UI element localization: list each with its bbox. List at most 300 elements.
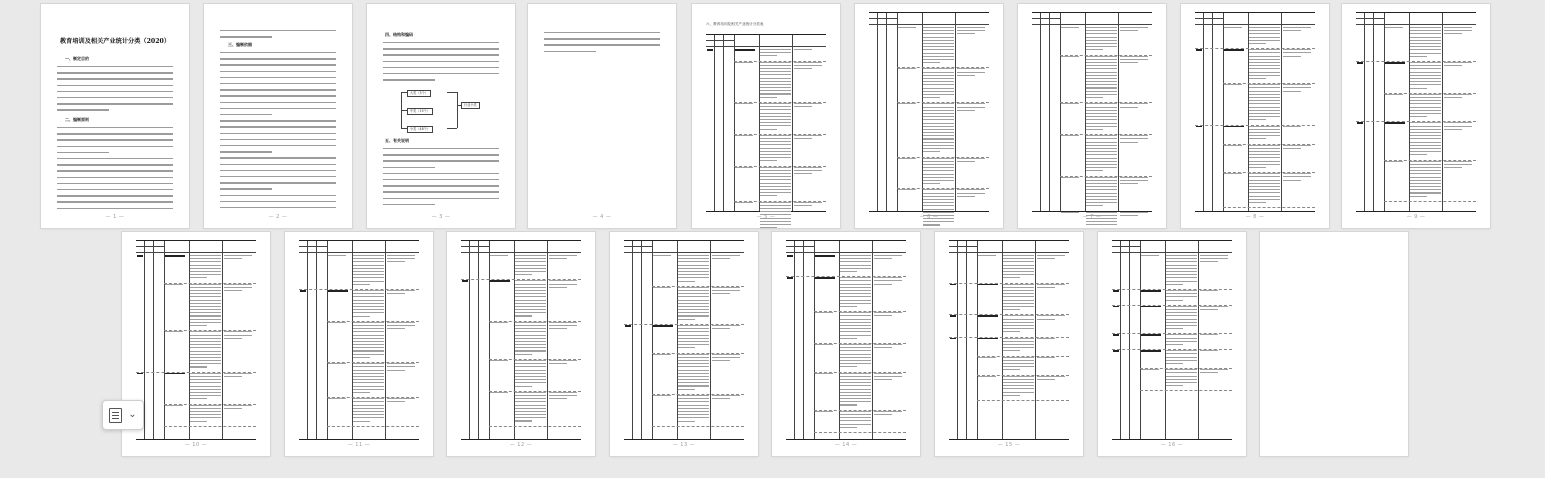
text-line xyxy=(1410,27,1441,28)
text-line xyxy=(1444,33,1462,34)
description-cell xyxy=(1086,177,1117,209)
document-page[interactable] xyxy=(528,4,676,228)
text-line xyxy=(760,65,791,66)
text-line xyxy=(190,319,221,320)
text-line xyxy=(794,106,812,107)
text-line xyxy=(923,180,954,181)
category-name-cell xyxy=(1061,177,1084,180)
text-line xyxy=(760,78,791,79)
category-name-cell xyxy=(735,62,758,65)
tree-connector xyxy=(447,92,457,93)
text-line xyxy=(874,255,903,256)
category-name-cell xyxy=(328,290,351,294)
document-page[interactable] xyxy=(1181,4,1329,228)
text-line xyxy=(1249,154,1280,155)
text-line xyxy=(957,103,986,104)
document-page[interactable] xyxy=(692,4,840,228)
text-line xyxy=(735,202,753,203)
text-line xyxy=(57,72,173,73)
text-line xyxy=(923,37,954,38)
text-line xyxy=(840,373,871,374)
text-line xyxy=(760,167,791,168)
text-line xyxy=(653,354,671,355)
table-column-divider xyxy=(316,241,317,439)
text-line xyxy=(57,139,173,140)
tree-connector xyxy=(401,92,407,93)
text-line xyxy=(874,312,903,313)
text-line xyxy=(1086,154,1117,155)
reference-cell xyxy=(1444,161,1474,171)
description-cell xyxy=(190,405,221,424)
text-line xyxy=(1003,315,1034,316)
text-line xyxy=(1086,30,1117,31)
text-line xyxy=(1249,202,1266,203)
text-line xyxy=(1003,328,1034,329)
text-line xyxy=(923,138,954,139)
text-line xyxy=(1166,274,1197,275)
reference-cell xyxy=(794,62,824,72)
text-line xyxy=(760,148,791,149)
text-line xyxy=(190,300,221,301)
reference-cell xyxy=(1444,27,1474,37)
document-layout-icon xyxy=(109,408,122,423)
category-name-cell xyxy=(1224,173,1247,176)
text-line xyxy=(678,268,709,269)
reference-cell xyxy=(224,373,254,379)
text-line xyxy=(224,405,253,406)
document-page[interactable] xyxy=(610,232,758,456)
page-number: — 13 — xyxy=(672,442,696,448)
description-cell xyxy=(1249,173,1280,205)
text-line xyxy=(1200,261,1218,262)
text-line xyxy=(165,405,183,406)
tree-connector xyxy=(401,110,407,111)
text-line xyxy=(840,427,857,428)
category-name-cell xyxy=(815,411,838,414)
document-page[interactable] xyxy=(1260,232,1408,456)
text-line xyxy=(224,287,253,288)
category-name-cell xyxy=(1385,122,1408,126)
reference-cell xyxy=(549,360,579,366)
text-line xyxy=(678,395,709,396)
text-line xyxy=(383,185,499,186)
text-line xyxy=(840,376,871,377)
text-line xyxy=(760,93,791,94)
text-line xyxy=(353,293,384,294)
text-line xyxy=(950,338,956,340)
text-line xyxy=(190,293,221,294)
text-line xyxy=(840,290,871,291)
text-line xyxy=(712,357,741,358)
category-name-cell xyxy=(328,255,351,258)
text-line xyxy=(1444,62,1473,63)
text-line xyxy=(1166,385,1183,386)
code-cell xyxy=(787,255,793,259)
table-column-divider xyxy=(1198,241,1199,439)
text-line xyxy=(840,335,871,336)
document-page[interactable] xyxy=(1342,4,1490,228)
text-line xyxy=(874,414,892,415)
table-header-divider xyxy=(1356,18,1384,19)
document-page[interactable] xyxy=(41,4,189,228)
document-page[interactable] xyxy=(935,232,1083,456)
text-line xyxy=(1086,119,1117,120)
text-line xyxy=(760,205,791,206)
text-line xyxy=(712,398,730,399)
page-number: — 1 — xyxy=(105,214,125,220)
text-line xyxy=(923,132,954,133)
text-line xyxy=(224,290,242,291)
text-line xyxy=(190,392,221,393)
text-line xyxy=(1086,129,1103,130)
code-cell xyxy=(1196,49,1202,53)
text-line xyxy=(957,27,986,28)
text-line xyxy=(1444,129,1462,130)
text-line xyxy=(1283,145,1312,146)
description-cell xyxy=(840,312,871,341)
code-cell xyxy=(137,255,143,259)
text-line xyxy=(678,306,709,307)
text-line xyxy=(1037,379,1055,380)
text-line xyxy=(328,290,349,292)
document-page[interactable] xyxy=(285,232,433,456)
text-line xyxy=(549,328,567,329)
text-line xyxy=(1249,157,1280,158)
table-column-divider xyxy=(1129,241,1130,439)
category-name-cell xyxy=(978,376,1001,379)
text-line xyxy=(190,290,221,291)
table-column-divider xyxy=(710,241,711,439)
table-row-divider xyxy=(1223,207,1315,208)
text-line xyxy=(794,138,812,139)
text-line xyxy=(957,107,986,108)
document-page[interactable] xyxy=(447,232,595,456)
table-header-divider xyxy=(786,252,906,253)
text-line xyxy=(1086,126,1117,127)
reference-cell xyxy=(957,189,987,199)
description-cell xyxy=(840,373,871,408)
code-cell xyxy=(1357,122,1363,126)
description-cell xyxy=(190,255,221,281)
text-line xyxy=(1037,376,1066,377)
text-line xyxy=(1410,192,1441,193)
text-line xyxy=(1200,334,1218,335)
text-line xyxy=(760,49,791,50)
text-line xyxy=(1086,212,1117,213)
text-line xyxy=(1120,180,1149,181)
table-row-divider xyxy=(1384,201,1476,202)
text-line xyxy=(1166,353,1197,354)
text-line xyxy=(978,315,999,317)
text-line xyxy=(353,392,370,393)
text-line xyxy=(220,36,272,37)
text-line xyxy=(760,55,777,56)
text-line xyxy=(1249,100,1280,101)
text-line xyxy=(1410,186,1441,187)
text-line xyxy=(1444,164,1473,165)
document-page[interactable] xyxy=(367,4,515,228)
text-line xyxy=(1166,360,1197,361)
text-line xyxy=(678,319,695,320)
text-line xyxy=(1003,379,1034,380)
text-line xyxy=(57,152,109,153)
text-line xyxy=(190,303,221,304)
text-line xyxy=(794,205,812,206)
text-line xyxy=(190,271,221,272)
category-name-cell xyxy=(735,202,758,205)
reference-cell xyxy=(224,405,254,411)
text-line xyxy=(815,344,833,345)
text-line xyxy=(1249,94,1280,95)
reference-cell xyxy=(1037,357,1067,360)
text-line xyxy=(1086,33,1117,34)
text-line xyxy=(1249,84,1280,85)
page-number: — 8 — xyxy=(1245,214,1265,220)
description-cell xyxy=(1410,94,1441,120)
text-line xyxy=(923,68,954,69)
text-line xyxy=(712,360,730,361)
text-line xyxy=(1086,199,1117,200)
text-line xyxy=(923,84,954,85)
text-line xyxy=(353,281,384,282)
description-cell xyxy=(1249,84,1280,122)
document-page[interactable] xyxy=(122,232,270,456)
text-line xyxy=(1003,277,1020,278)
text-line xyxy=(1283,30,1301,31)
text-line xyxy=(840,347,871,348)
text-line xyxy=(1086,205,1103,206)
text-line xyxy=(515,379,546,380)
text-line xyxy=(1086,177,1117,178)
text-line xyxy=(515,312,546,313)
text-line xyxy=(760,135,791,136)
text-line xyxy=(760,192,791,193)
table-column-divider xyxy=(1364,13,1365,211)
text-line xyxy=(515,296,546,297)
text-line xyxy=(1444,97,1462,98)
text-line xyxy=(515,382,546,383)
table-column-divider xyxy=(886,13,887,211)
text-line xyxy=(923,88,954,89)
document-page[interactable] xyxy=(1018,4,1166,228)
text-line xyxy=(220,207,336,208)
document-page[interactable] xyxy=(772,232,920,456)
document-page[interactable] xyxy=(204,4,352,228)
text-line xyxy=(1086,75,1117,76)
text-line xyxy=(1086,202,1117,203)
text-line xyxy=(549,322,578,323)
section-heading: 三、编制依据 xyxy=(228,42,252,47)
text-line xyxy=(978,284,999,286)
description-cell xyxy=(923,158,954,187)
text-line xyxy=(1003,344,1034,345)
text-line xyxy=(1410,189,1441,190)
text-line xyxy=(678,290,709,291)
text-line xyxy=(735,135,753,136)
category-name-cell xyxy=(328,398,351,401)
category-name-cell xyxy=(490,392,513,395)
text-line xyxy=(760,129,777,130)
reference-cell xyxy=(224,255,254,261)
view-mode-toggle[interactable] xyxy=(102,400,144,430)
text-line xyxy=(1385,94,1403,95)
text-line xyxy=(1249,56,1280,57)
description-cell xyxy=(515,392,546,424)
table-column-divider xyxy=(153,241,154,439)
text-line xyxy=(1086,170,1103,171)
text-line xyxy=(678,401,709,402)
text-line xyxy=(840,296,871,297)
reference-cell xyxy=(1200,334,1230,337)
category-name-cell xyxy=(1061,103,1084,106)
text-line xyxy=(57,189,173,190)
text-line xyxy=(190,312,221,313)
text-line xyxy=(678,357,709,358)
text-line xyxy=(678,300,709,301)
table-header-divider xyxy=(706,46,826,47)
table-row-divider xyxy=(1140,390,1232,391)
text-line xyxy=(1003,369,1020,370)
text-line xyxy=(353,363,384,364)
table-header-divider xyxy=(136,252,256,253)
text-line xyxy=(1249,68,1280,69)
text-line xyxy=(840,414,871,415)
text-line xyxy=(1113,290,1119,292)
text-line xyxy=(760,195,777,196)
text-line xyxy=(1166,363,1183,364)
text-line xyxy=(1410,88,1427,89)
text-line xyxy=(678,312,709,313)
text-line xyxy=(190,411,221,412)
text-line xyxy=(678,335,709,336)
text-line xyxy=(1249,65,1280,66)
category-name-cell xyxy=(165,405,188,408)
table-column-divider xyxy=(897,13,898,211)
text-line xyxy=(220,157,336,158)
text-line xyxy=(678,338,709,339)
text-line xyxy=(1200,309,1218,310)
table-column-divider xyxy=(966,241,967,439)
text-line xyxy=(712,328,730,329)
text-line xyxy=(383,154,499,155)
text-line xyxy=(1086,78,1117,79)
text-line xyxy=(1200,369,1229,370)
text-line xyxy=(957,196,975,197)
description-cell xyxy=(1086,135,1117,173)
text-line xyxy=(760,186,791,187)
text-line xyxy=(923,135,954,136)
text-line xyxy=(1249,196,1280,197)
text-line xyxy=(220,195,336,196)
code-cell xyxy=(707,49,713,53)
document-page[interactable] xyxy=(855,4,1003,228)
text-line xyxy=(549,325,578,326)
description-cell xyxy=(1249,126,1280,142)
text-line xyxy=(57,133,173,134)
text-line xyxy=(224,338,242,339)
text-line xyxy=(57,170,173,171)
category-name-cell xyxy=(1224,49,1247,53)
text-line xyxy=(1003,271,1034,272)
category-name-cell xyxy=(165,373,188,377)
text-line xyxy=(1166,261,1197,262)
text-line xyxy=(220,126,336,127)
text-line xyxy=(1410,43,1441,44)
table-row-divider xyxy=(652,426,744,427)
text-line xyxy=(190,268,221,269)
text-line xyxy=(353,370,384,371)
description-cell xyxy=(1166,334,1197,347)
text-line xyxy=(1003,385,1034,386)
text-line xyxy=(923,33,954,34)
text-line xyxy=(515,376,546,377)
text-line xyxy=(353,382,384,383)
text-line xyxy=(1410,49,1441,50)
text-line xyxy=(57,183,173,184)
category-name-cell xyxy=(653,255,676,258)
category-name-cell xyxy=(978,284,1001,288)
text-line xyxy=(220,170,336,171)
category-name-cell xyxy=(653,325,676,329)
text-line xyxy=(678,261,709,262)
text-line xyxy=(549,287,567,288)
text-line xyxy=(549,392,578,393)
text-line xyxy=(678,271,709,272)
text-line xyxy=(1385,27,1403,28)
text-line xyxy=(840,360,871,361)
text-line xyxy=(353,376,384,377)
text-line xyxy=(328,255,346,256)
category-name-cell xyxy=(978,338,1001,342)
text-line xyxy=(923,113,954,114)
text-line xyxy=(353,421,370,422)
text-line xyxy=(794,68,812,69)
text-line xyxy=(1410,148,1441,149)
page-number: — 2 — xyxy=(268,214,288,220)
text-line xyxy=(57,109,109,110)
text-line xyxy=(353,277,384,278)
text-line xyxy=(678,366,709,367)
document-page[interactable] xyxy=(1098,232,1246,456)
table-row-divider xyxy=(977,400,1069,401)
text-line xyxy=(515,417,546,418)
text-line xyxy=(1283,84,1312,85)
reference-cell xyxy=(549,322,579,332)
text-line xyxy=(1410,78,1441,79)
table-header-divider xyxy=(949,252,1069,253)
text-line xyxy=(678,398,709,399)
text-line xyxy=(760,154,791,155)
description-cell xyxy=(353,322,384,360)
text-line xyxy=(735,49,756,51)
text-line xyxy=(794,103,823,104)
text-line xyxy=(1120,56,1149,57)
text-line xyxy=(515,398,546,399)
text-line xyxy=(1410,129,1441,130)
text-line xyxy=(1166,328,1183,329)
text-line xyxy=(57,66,173,67)
text-line xyxy=(1196,49,1202,51)
text-line xyxy=(1086,158,1117,159)
text-line xyxy=(515,322,546,323)
text-line xyxy=(515,354,532,355)
tree-connector xyxy=(457,92,458,128)
text-line xyxy=(840,325,871,326)
description-cell xyxy=(840,344,871,370)
text-line xyxy=(383,79,435,80)
table-header-divider xyxy=(1032,24,1152,25)
table-header-divider xyxy=(1112,252,1232,253)
